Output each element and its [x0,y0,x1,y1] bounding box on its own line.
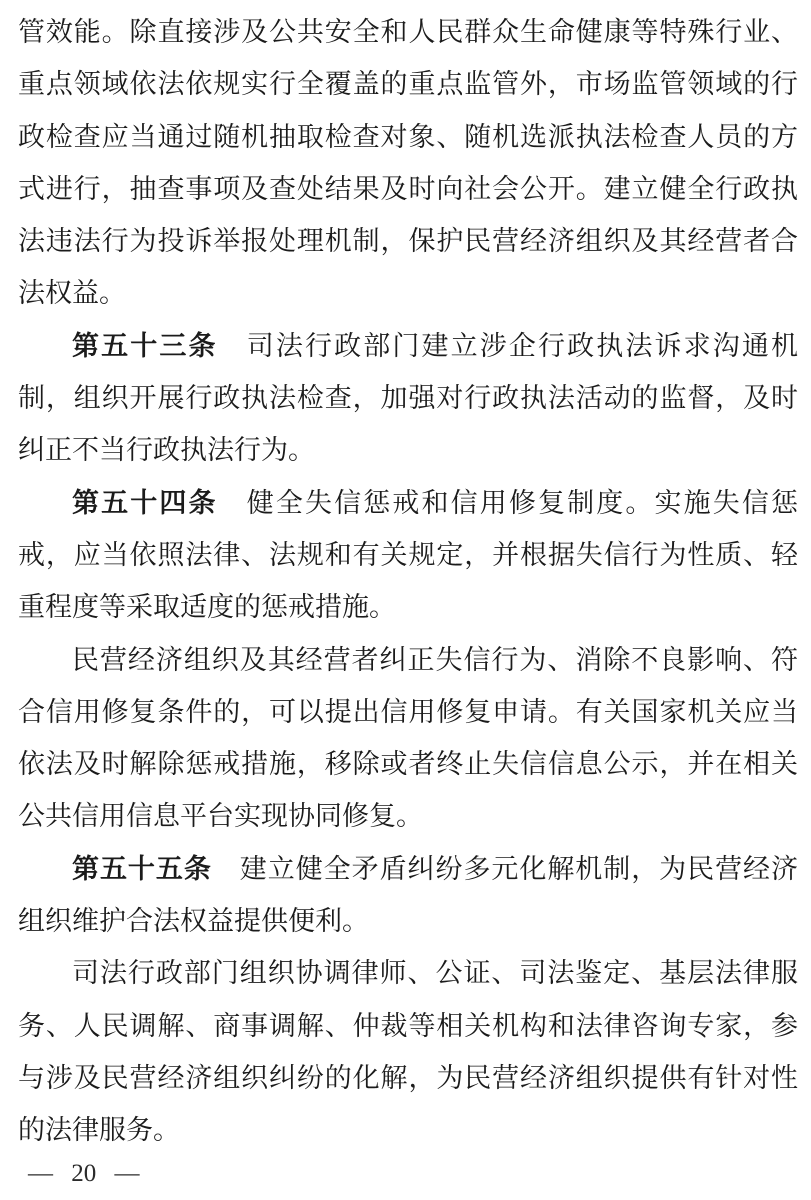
paragraph-text: 民营经济组织及其经营者纠正失信行为、消除不良影响、符合信用修复条件的，可以提出信用修复申请。有关国家机关应当依法及时解除惩戒措施，移除或者终止失信信息公示，并在相关公共信用信息平台实现协同修复。 [18,644,798,832]
article-number: 第五十四条 [72,487,218,518]
body-paragraph [18,320,798,477]
body-paragraph [18,634,798,843]
page-footer [18,1159,798,1189]
paragraph-text: 司法行政部门组织协调律师、公证、司法鉴定、基层法律服务、人民调解、商事调解、仲裁等相关机构和法律咨询专家，参与涉及民营经济组织纠纷的化解，为民营经济组织提供有针对性的法律服务。 [18,958,798,1146]
page-number: — 20 — [28,1159,140,1187]
body-paragraph [18,843,798,948]
paragraph-text: 管效能。除直接涉及公共安全和人民群众生命健康等特殊行业、重点领域依法依规实行全覆盖的重点监管外，市场监管领域的行政检查应当通过随机抽取检查对象、随机选派执法检查人员的方式进行，抽查事项及查处结果及时向社会公开。建立健全行政执法违法行为投诉举报处理机制，保护民营经济组织及其经营者合法权益。 [18,17,798,309]
article-number: 第五十三条 [72,330,218,361]
paragraph-text: 建立健全矛盾纠纷多元化解机制，为民营经济组织维护合法权益提供便利。 [18,853,799,937]
body-paragraph [18,947,798,1156]
article-number: 第五十五条 [72,853,212,884]
paragraph-text: 健全失信惩戒和信用修复制度。实施失信惩戒，应当依照法律、法规和有关规定，并根据失信行为性质、轻重程度等采取适度的惩戒措施。 [18,487,798,623]
body-paragraph [18,6,798,320]
document-body [18,6,798,1157]
paragraph-text: 司法行政部门建立涉企行政执法诉求沟通机制，组织开展行政执法检查，加强对行政执法活动的监督，及时纠正不当行政执法行为。 [18,330,798,466]
body-paragraph [18,477,798,634]
